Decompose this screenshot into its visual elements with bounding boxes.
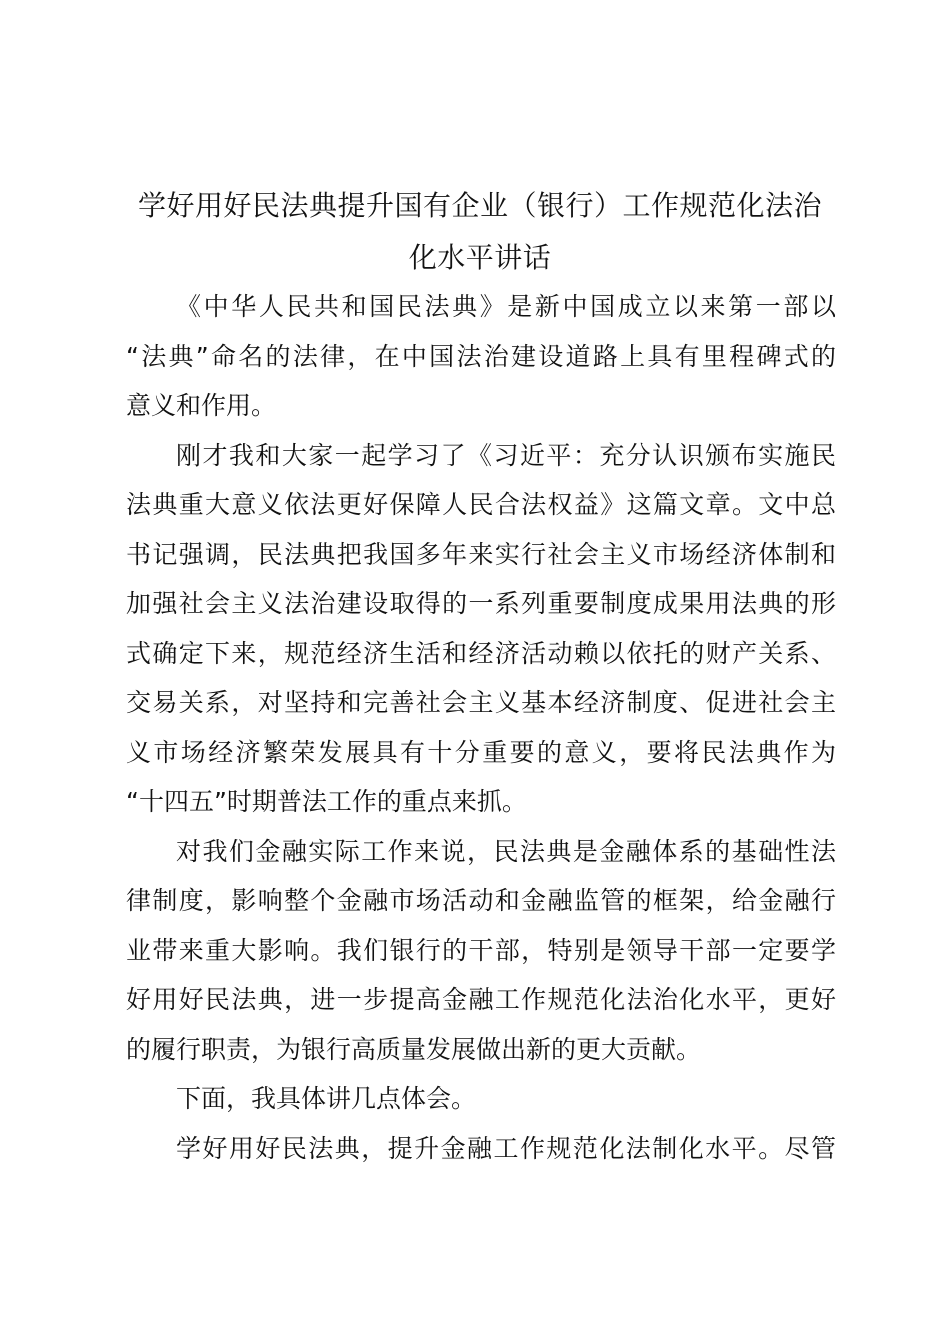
paragraph-4 (126, 1074, 836, 1124)
paragraph-line: 法典重大意义依法更好保障人民合法权益》这篇文章。文中总 (126, 490, 836, 519)
paragraph-3 (126, 827, 836, 1075)
paragraph-line: “十四五”时期普法工作的重点来抓。 (126, 787, 527, 816)
paragraph-5 (126, 1124, 836, 1174)
paragraph-line: 书记强调，民法典把我国多年来实行社会主义市场经济体制和 (126, 539, 836, 569)
paragraph-line: 的履行职责，为银行高质量发展做出新的更大贡献。 (126, 1034, 702, 1064)
paragraph-line: 学好用好民法典，提升金融工作规范化法制化水平。尽管 (176, 1133, 836, 1163)
paragraph-line: 刚才我和大家一起学习了《习近平：充分认识颁布实施民 (176, 440, 836, 470)
paragraph-2 (126, 431, 836, 827)
paragraph-line: “法典”命名的法律，在中国法治建设道路上具有里程碑式的 (126, 341, 836, 371)
paragraph-line: 好用好民法典，进一步提高金融工作规范化法治化水平，更好 (126, 985, 836, 1014)
paragraph-line: 式确定下来，规范经济生活和经济活动赖以依托的财产关系、 (126, 638, 836, 668)
paragraph-line: 交易关系，对坚持和完善社会主义基本经济制度、促进社会主 (126, 688, 836, 717)
paragraph-line: 加强社会主义法治建设取得的一系列重要制度成果用法典的形 (126, 589, 836, 618)
paragraph-1 (126, 282, 836, 431)
title-line-1: 学好用好民法典提升国有企业（银行）工作规范化法治 (137, 189, 822, 222)
document-title (120, 180, 840, 284)
paragraph-line: 对我们金融实际工作来说，民法典是金融体系的基础性法 (176, 836, 836, 866)
paragraph-line: 下面，我具体讲几点体会。 (176, 1084, 477, 1113)
paragraph-line: 意义和作用。 (126, 391, 277, 420)
paragraph-line: 律制度，影响整个金融市场活动和金融监管的框架，给金融行 (126, 886, 836, 915)
paragraph-line: 《中华人民共和国民法典》是新中国成立以来第一部以 (176, 292, 836, 321)
document-body (126, 282, 836, 1173)
title-line-2: 化水平讲话 (408, 241, 552, 274)
paragraph-line: 业带来重大影响。我们银行的干部，特别是领导干部一定要学 (126, 935, 836, 965)
paragraph-line: 义市场经济繁荣发展具有十分重要的意义，要将民法典作为 (126, 737, 836, 767)
